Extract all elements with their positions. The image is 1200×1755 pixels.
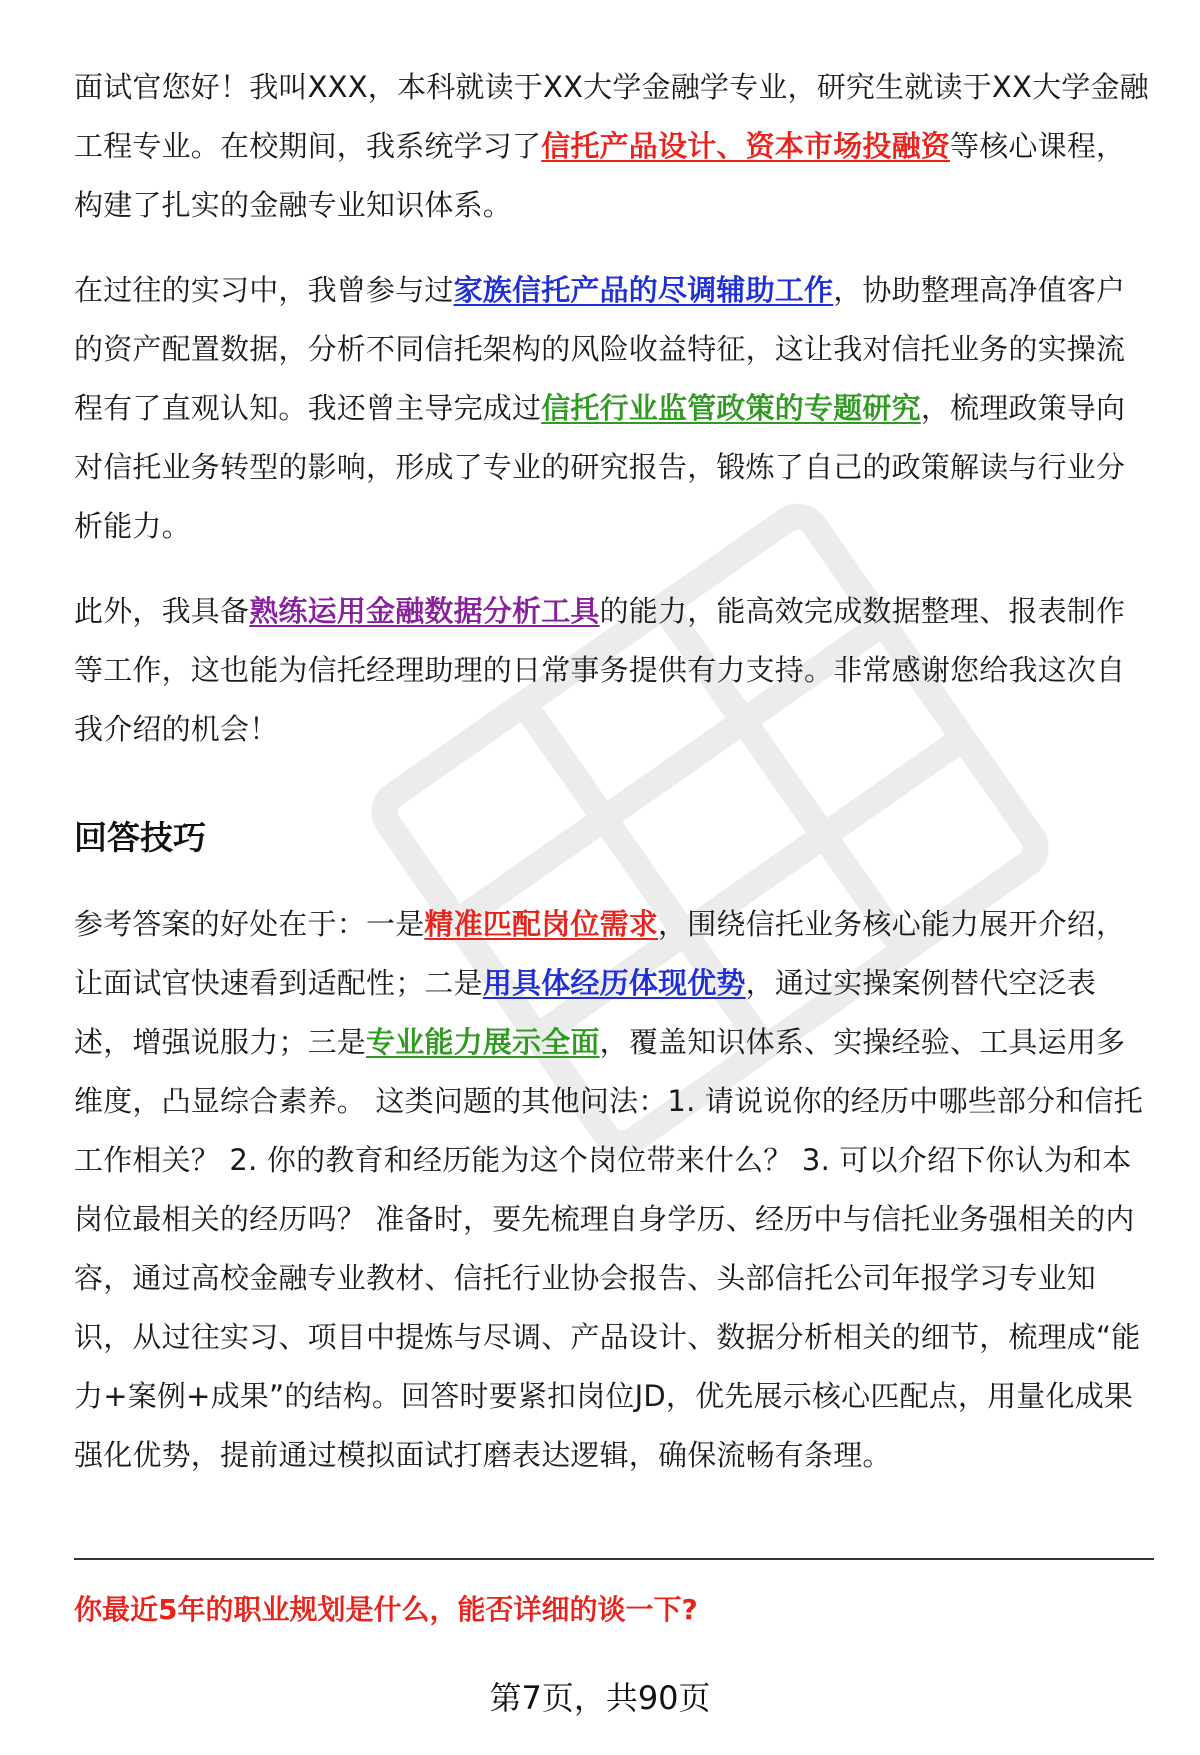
text-segment: 参考答案的好处在于：一是 <box>74 907 425 941</box>
highlight-experience: 用具体经历体现优势 <box>482 966 746 1000</box>
page-footer: 第7页，共90页 <box>489 1679 711 1717</box>
text-segment: ，围绕信托业务核心能力展开介绍，让面试官快速看到适配性；二是 <box>74 907 1126 1000</box>
text-segment: 的能力，能高效完成数据整理、报表制作等工作，这也能为信托经理助理的日常事务提供有力支持。非常感谢您给我这次自我介绍的机会！ <box>74 594 1126 746</box>
intro-paragraph-2 <box>74 261 1154 556</box>
text-segment: ，梳理政策导向对信托业务转型的影响，形成了专业的研究报告，锻炼了自己的政策解读与行业分析能力。 <box>74 391 1126 543</box>
section-title-tips: 回答技巧 <box>74 818 206 857</box>
text-segment: ，协助整理高净值客户的资产配置数据，分析不同信托架构的风险收益特征，这让我对信托业务的实操流程有了直观认知。我还曾主导完成过 <box>74 273 1126 425</box>
highlight-ability: 专业能力展示全面 <box>366 1025 600 1059</box>
highlight-tools: 熟练运用金融数据分析工具 <box>249 594 600 628</box>
highlight-courses: 信托产品设计、资本市场投融资 <box>541 129 951 163</box>
highlight-internship: 家族信托产品的尽调辅助工作 <box>453 273 834 307</box>
text-segment: 此外，我具备 <box>74 594 250 628</box>
text-segment: 面试官您好！我叫XXX，本科就读于XX大学金融学专业，研究生就读于XX大学金融工程专业。在校期间，我系统学习了 <box>74 70 1149 163</box>
intro-paragraph-1 <box>74 58 1154 235</box>
highlight-research: 信托行业监管政策的专题研究 <box>541 391 921 425</box>
next-question: 你最近5年的职业规划是什么，能否详细的谈一下? <box>74 1593 698 1626</box>
highlight-match: 精准匹配岗位需求 <box>424 907 659 941</box>
intro-paragraph-3 <box>74 582 1154 759</box>
watermark-text: 职聚密码出品 <box>330 440 336 441</box>
text-segment: ，覆盖知识体系、实操经验、工具运用多维度，凸显综合素养。 这类问题的其他问法：1. 请说说你的经历中哪些部分和信托工作相关？ 2. 你的教育和经历能为这个岗位带来什么？ 3. 可以介绍下你认为和本岗位最相关的经历吗？ 准备时，要先梳理自身学历、经历中与信托业务强相关的内容，通过高校金融专业教材、信托行业协会报告、头部信托公司年报学习专业知识，从过往实习、项目中提炼与尽调、产品设计、数据分析相关的细节，梳理成“能力+案例+成果”的结构。回答时要紧扣岗位JD，优先展示核心匹配点，用量化成果强化优势，提前通过模拟面试打磨表达逻辑，确保流畅有条理。 <box>74 1025 1143 1472</box>
section-divider <box>74 1558 1154 1560</box>
text-segment: 等核心课程，构建了扎实的金融专业知识体系。 <box>74 129 1126 222</box>
document-body <box>74 58 1154 1511</box>
tips-paragraph <box>74 895 1154 1485</box>
text-segment: 在过往的实习中，我曾参与过 <box>74 273 454 307</box>
text-segment: ，通过实操案例替代空泛表述，增强说服力；三是 <box>74 966 1097 1059</box>
